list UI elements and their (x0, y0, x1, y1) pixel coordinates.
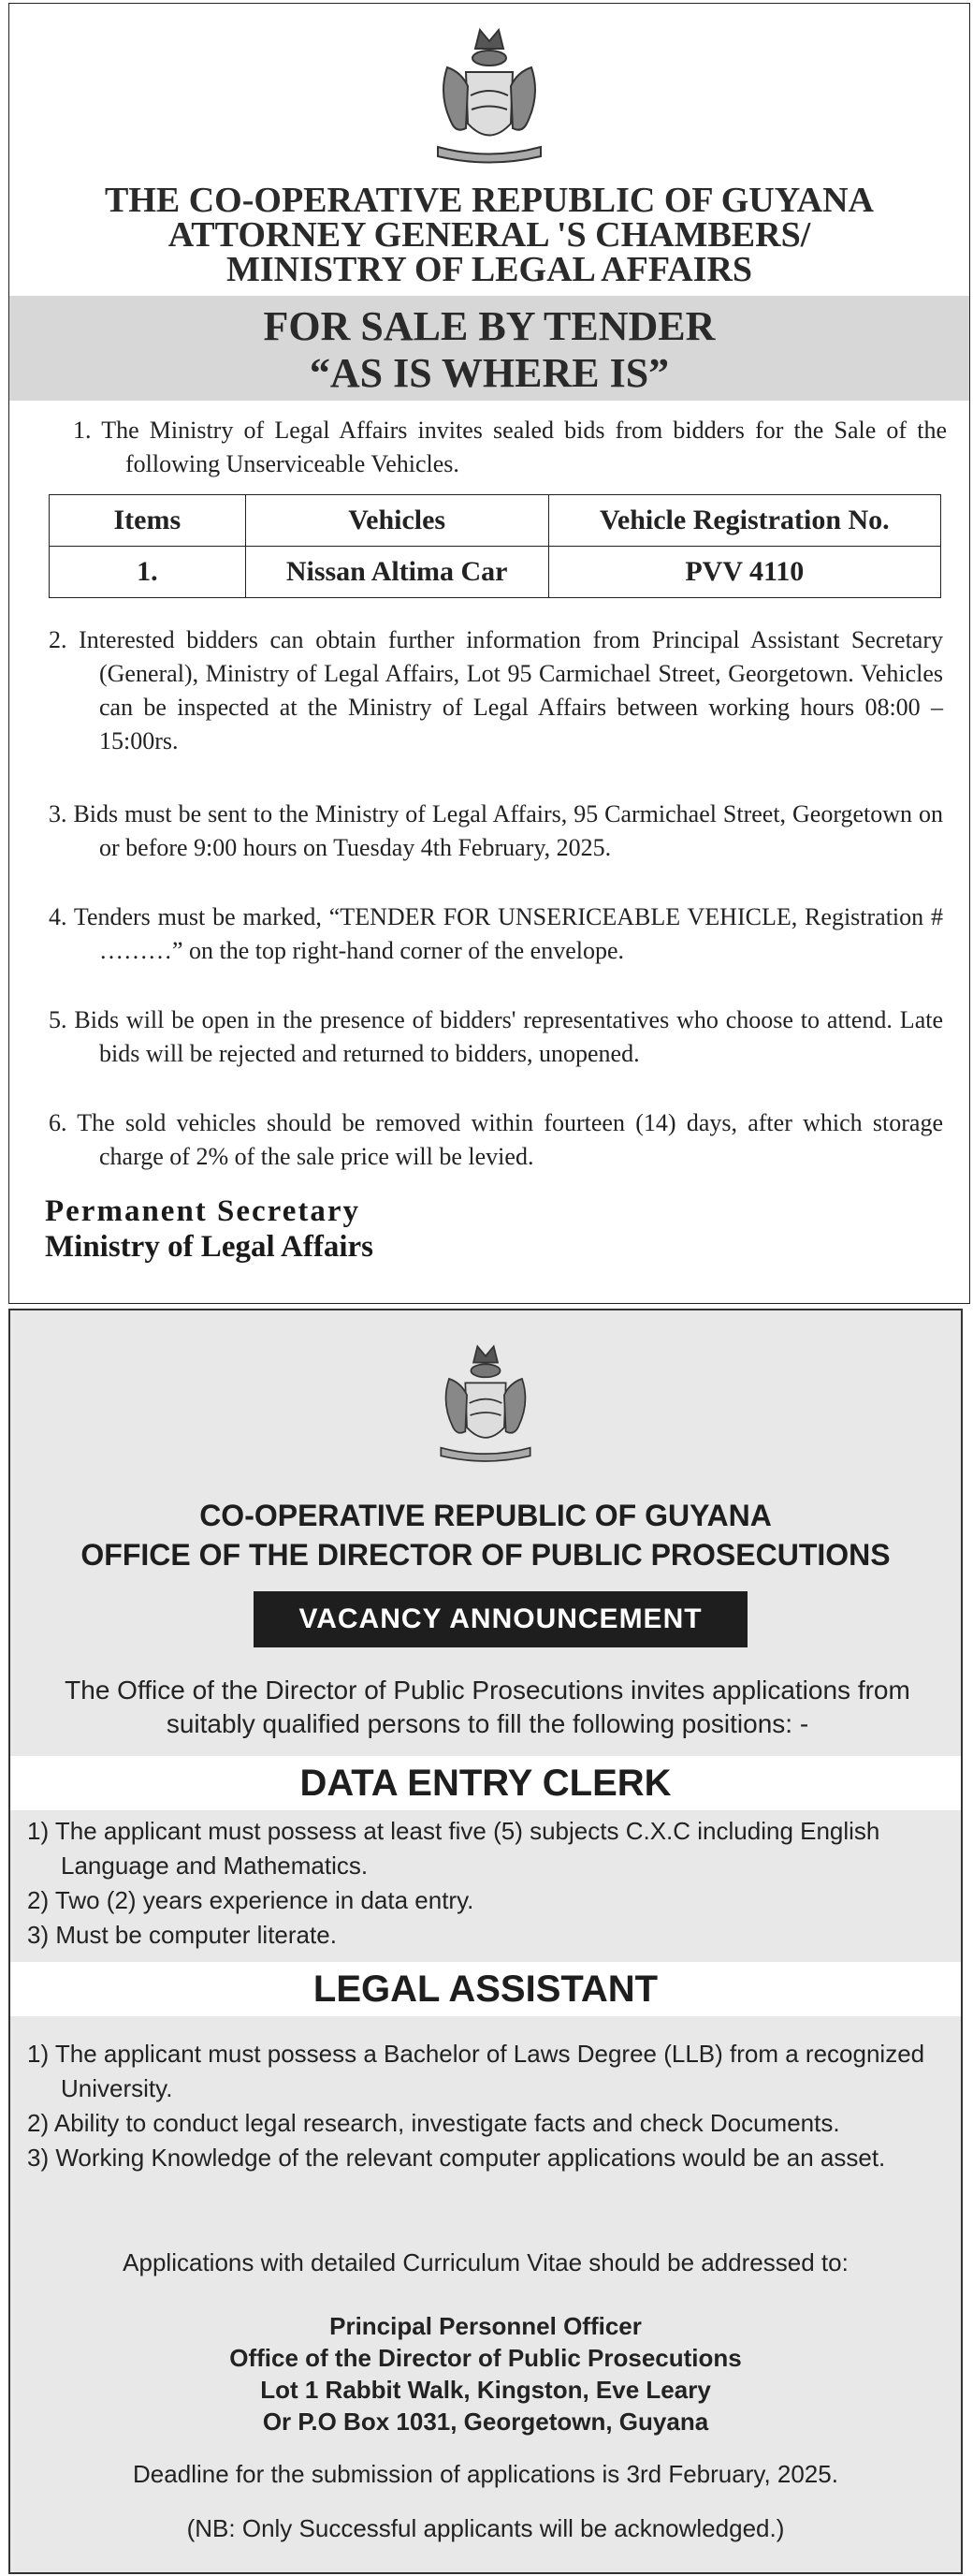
vacancy-title-line1: CO-OPERATIVE REPUBLIC OF GUYANA (199, 1499, 772, 1532)
acknowledgement-note: (NB: Only Successful applicants will be acknowledged.) (186, 2514, 785, 2542)
coat-of-arms-icon (425, 1333, 546, 1473)
requirements-list (27, 2037, 953, 2175)
mailing-address (10, 2310, 961, 2437)
tender-title-line1: THE CO-OPERATIVE REPUBLIC OF GUYANA (104, 181, 874, 220)
address-line: Principal Personnel Officer (329, 2312, 642, 2340)
tender-notice (8, 3, 970, 1304)
address-line: Office of the Director of Public Prosecutions (229, 2344, 742, 2372)
vacancy-intro: The Office of the Director of Public Prosecutions invites applications from suitably qualified persons to fill the following positions: - (65, 1676, 910, 1738)
position-title-data-entry-clerk: DATA ENTRY CLERK (299, 1763, 672, 1804)
tender-banner-line1: FOR SALE BY TENDER (263, 303, 716, 349)
tender-paragraph-2: 2. Interested bidders can obtain further information from Principal Assistant Secretary (General), Ministry of Legal Affairs, Lot 95 Carmichael Street, Georgetown. Vehicles can be inspected at the Ministry of Legal Affairs between working hours 08:00 – 15:00rs. (49, 626, 943, 754)
application-instructions: Applications with detailed Curriculum Vitae should be addressed to: (123, 2248, 849, 2276)
address-line: Or P.O Box 1031, Georgetown, Guyana (262, 2408, 709, 2436)
vehicle-table (49, 494, 941, 598)
tender-paragraph-5: 5. Bids will be open in the presence of bidders' representatives who choose to attend. Late bids will be rejected and returned to bidders, unopened. (49, 1006, 943, 1067)
table-cell: 1. (50, 547, 246, 598)
vacancy-banner: VACANCY ANNOUNCEMENT (254, 1591, 748, 1647)
vacancy-title-line2: OFFICE OF THE DIRECTOR OF PUBLIC PROSECUTIONS (80, 1538, 891, 1572)
coat-of-arms-icon (419, 21, 559, 170)
list-item: 2) Two (2) years experience in data entry. (27, 1886, 474, 1914)
list-item: 1) The applicant must possess a Bachelor of Laws Degree (LLB) from a recognized University. (27, 2040, 925, 2102)
list-item: 1) The applicant must possess at least five (5) subjects C.X.C including English Language and Mathematics. (27, 1817, 880, 1880)
requirements-list (27, 1814, 953, 1953)
vacancy-notice (8, 1309, 963, 2574)
tender-title-line3: MINISTRY OF LEGAL AFFAIRS (225, 250, 753, 289)
signature-ministry: Ministry of Legal Affairs (45, 1230, 374, 1264)
table-header-row (50, 495, 941, 547)
tender-paragraph-4: 4. Tenders must be marked, “TENDER FOR UNSERICEABLE VEHICLE, Registration # ………” on the top right-hand corner of the envelope. (49, 903, 943, 964)
list-item: 3) Must be computer literate. (27, 1921, 337, 1949)
table-cell: Nissan Altima Car (245, 547, 548, 598)
list-item: 2) Ability to conduct legal research, investigate facts and check Documents. (27, 2109, 840, 2137)
tender-banner-line2: “AS IS WHERE IS” (309, 350, 670, 396)
deadline-text: Deadline for the submission of applications is 3rd February, 2025. (133, 2460, 838, 2488)
list-item: 3) Working Knowledge of the relevant computer applications would be an asset. (27, 2144, 886, 2172)
table-cell: PVV 4110 (548, 547, 940, 598)
signature-title: Permanent Secretary (45, 1194, 361, 1228)
table-row (50, 547, 941, 598)
tender-paragraph-6: 6. The sold vehicles should be removed within fourteen (14) days, after which storage charge of 2% of the sale price will be levied. (49, 1109, 943, 1170)
table-header-cell: Items (50, 495, 246, 547)
address-line: Lot 1 Rabbit Walk, Kingston, Eve Leary (260, 2376, 711, 2404)
table-header-cell: Vehicle Registration No. (548, 495, 940, 547)
tender-title-line2: ATTORNEY GENERAL 'S CHAMBERS/ (167, 215, 811, 255)
tender-paragraph-1: 1. The Ministry of Legal Affairs invites sealed bids from bidders for the Sale of the following Unserviceable Vehicles. (73, 417, 947, 477)
position-title-legal-assistant: LEGAL ASSISTANT (312, 1969, 659, 2010)
tender-paragraph-3: 3. Bids must be sent to the Ministry of Legal Affairs, 95 Carmichael Street, Georgetown on or before 9:00 hours on Tuesday 4th February, 2025. (49, 800, 943, 861)
table-header-cell: Vehicles (245, 495, 548, 547)
